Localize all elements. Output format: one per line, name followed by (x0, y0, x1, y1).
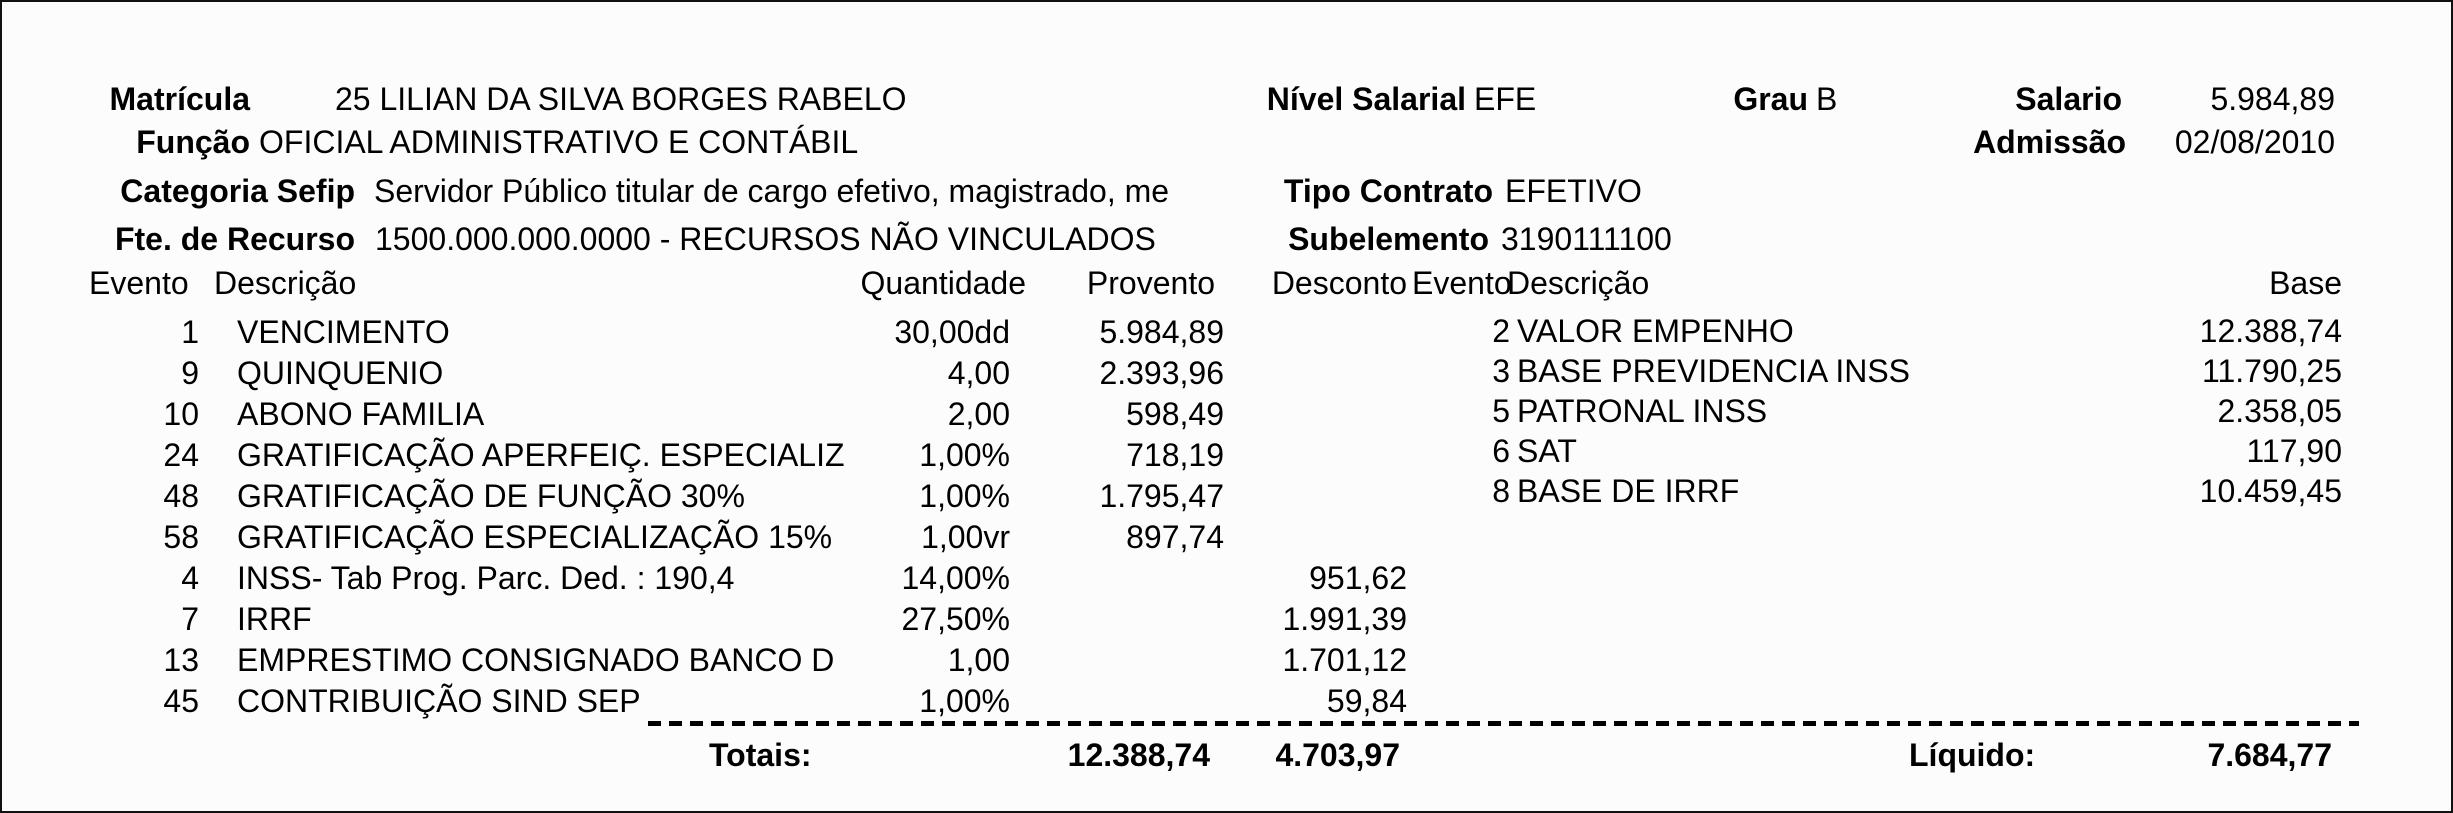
tipo-contrato-label: Tipo Contrato (1283, 173, 1493, 209)
tipo-contrato-value: EFETIVO (1505, 173, 1642, 209)
event-provento: 598,49 (1126, 396, 1224, 432)
totals-label: Totais: (709, 737, 812, 773)
base-event-description: VALOR EMPENHO (1517, 313, 1794, 349)
event-number: 48 (163, 478, 199, 514)
base-event-description: SAT (1517, 433, 1577, 469)
salario-label: Salario (2015, 81, 2122, 117)
funcao-value: OFICIAL ADMINISTRATIVO E CONTÁBIL (259, 124, 859, 160)
nivel-salarial-label: Nível Salarial (1266, 81, 1466, 117)
matricula-label: Matrícula (109, 81, 250, 117)
event-description: CONTRIBUIÇÃO SIND SEP (237, 683, 641, 719)
event-provento: 1.795,47 (1099, 478, 1224, 514)
subelemento-label: Subelemento (1288, 221, 1489, 257)
event-quantity: 2,00 (947, 396, 1010, 432)
event-provento: 5.984,89 (1099, 314, 1224, 350)
event-number: 58 (163, 519, 199, 555)
event-description: GRATIFICAÇÃO ESPECIALIZAÇÃO 15% (237, 519, 833, 555)
event-number: 1 (181, 314, 199, 350)
grau-label: Grau (1733, 81, 1808, 117)
event-description: GRATIFICAÇÃO APERFEIÇ. ESPECIALIZ (237, 437, 845, 473)
base-event-number: 6 (1492, 433, 1510, 469)
events-header-quantidade: Quantidade (860, 265, 1026, 301)
base-value: 117,90 (2246, 433, 2342, 469)
event-desconto: 1.991,39 (1282, 601, 1407, 637)
event-number: 10 (163, 396, 199, 432)
bases-header-base: Base (2269, 265, 2342, 301)
base-event-number: 3 (1492, 353, 1510, 389)
liquido-value: 7.684,77 (2207, 737, 2332, 773)
event-number: 13 (163, 642, 199, 678)
funcao-label: Função (136, 124, 250, 160)
totals-proventos: 12.388,74 (1067, 737, 1210, 773)
events-header-evento: Evento (89, 265, 189, 301)
event-description: IRRF (237, 601, 312, 637)
totals-divider-dashed-line (648, 721, 2359, 726)
totals-descontos: 4.703,97 (1275, 737, 1400, 773)
base-value: 2.358,05 (2217, 393, 2342, 429)
categoria-sefip-label: Categoria Sefip (120, 173, 355, 209)
subelemento-value: 3190111100 (1501, 221, 1672, 257)
event-desconto: 951,62 (1309, 560, 1407, 596)
event-description: VENCIMENTO (237, 314, 450, 350)
event-number: 7 (181, 601, 199, 637)
event-description: INSS- Tab Prog. Parc. Ded. : 190,4 (237, 560, 735, 596)
fte-recurso-label: Fte. de Recurso (114, 221, 355, 257)
base-value: 11.790,25 (2202, 353, 2342, 389)
matricula-value: 25 LILIAN DA SILVA BORGES RABELO (335, 81, 907, 117)
admissao-value: 02/08/2010 (2174, 124, 2335, 160)
event-quantity: 14,00% (901, 560, 1010, 596)
salario-value: 5.984,89 (2210, 81, 2335, 117)
event-quantity: 4,00 (947, 355, 1010, 391)
fte-recurso-value: 1500.000.000.0000 - RECURSOS NÃO VINCULADOS (375, 221, 1156, 257)
event-description: EMPRESTIMO CONSIGNADO BANCO D (237, 642, 835, 678)
event-number: 24 (163, 437, 199, 473)
event-quantity: 1,00vr (921, 519, 1010, 555)
base-event-description: BASE PREVIDENCIA INSS (1517, 353, 1911, 389)
events-header-desconto: Desconto (1271, 265, 1407, 301)
grau-value: B (1816, 81, 1838, 117)
event-desconto: 1.701,12 (1282, 642, 1407, 678)
event-provento: 2.393,96 (1099, 355, 1224, 391)
base-value: 10.459,45 (2199, 473, 2342, 509)
event-quantity: 30,00dd (894, 314, 1010, 350)
event-quantity: 1,00% (919, 437, 1010, 473)
event-description: GRATIFICAÇÃO DE FUNÇÃO 30% (237, 478, 745, 514)
nivel-salarial-value: EFE (1474, 81, 1537, 117)
base-event-description: BASE DE IRRF (1517, 473, 1740, 509)
bases-header-evento: Evento (1412, 265, 1512, 301)
event-description: QUINQUENIO (237, 355, 444, 391)
event-provento: 718,19 (1126, 437, 1224, 473)
event-provento: 897,74 (1126, 519, 1224, 555)
event-quantity: 27,50% (901, 601, 1010, 637)
events-header-provento: Provento (1086, 265, 1215, 301)
event-description: ABONO FAMILIA (237, 396, 485, 432)
event-number: 45 (163, 683, 199, 719)
base-event-number: 8 (1492, 473, 1510, 509)
event-number: 9 (181, 355, 199, 391)
event-quantity: 1,00 (947, 642, 1010, 678)
event-quantity: 1,00% (919, 478, 1010, 514)
liquido-label: Líquido: (1909, 737, 2036, 773)
base-value: 12.388,74 (2199, 313, 2342, 349)
events-header-descricao: Descrição (214, 265, 357, 301)
base-event-description: PATRONAL INSS (1517, 393, 1768, 429)
base-event-number: 5 (1492, 393, 1510, 429)
event-quantity: 1,00% (919, 683, 1010, 719)
base-event-number: 2 (1492, 313, 1510, 349)
event-desconto: 59,84 (1326, 683, 1407, 719)
admissao-label: Admissão (1973, 124, 2126, 160)
event-number: 4 (181, 560, 199, 596)
bases-header-descricao: Descrição (1507, 265, 1650, 301)
categoria-sefip-value: Servidor Público titular de cargo efetivo, magistrado, me (374, 173, 1170, 209)
